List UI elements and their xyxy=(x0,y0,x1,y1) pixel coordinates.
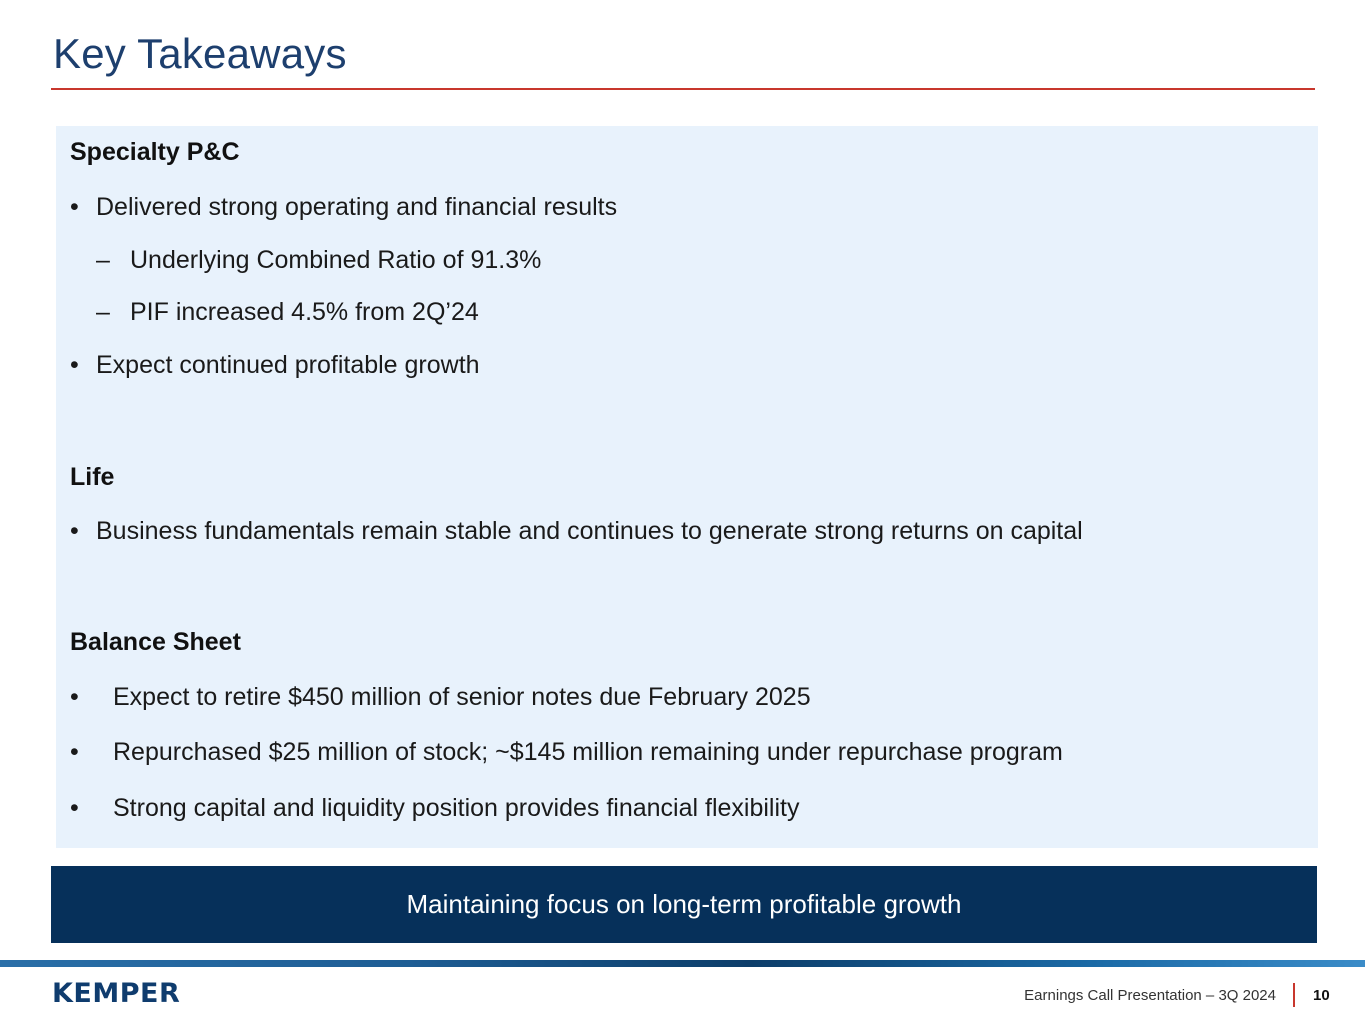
bullet-marker: • xyxy=(70,683,79,711)
slide-title: Key Takeaways xyxy=(53,30,347,77)
specialty-sub-1: Underlying Combined Ratio of 91.3% xyxy=(130,246,542,274)
specialty-bullet-2: Expect continued profitable growth xyxy=(96,351,480,379)
dash-marker: – xyxy=(96,298,110,326)
footer-band xyxy=(0,960,1365,967)
balance-bullet-2: Repurchased $25 million of stock; ~$145 million remaining under repurchase program xyxy=(113,738,1063,766)
section-heading-specialty: Specialty P&C xyxy=(70,138,240,166)
kemper-logo-text: KEMPER xyxy=(52,978,181,1009)
specialty-sub-2: PIF increased 4.5% from 2Q’24 xyxy=(130,298,479,326)
focus-banner xyxy=(51,866,1317,943)
footer-caption: Earnings Call Presentation – 3Q 2024 xyxy=(1024,987,1276,1004)
dash-marker: – xyxy=(96,246,110,274)
page-number: 10 xyxy=(1313,987,1330,1004)
bullet-marker: • xyxy=(70,351,79,379)
section-heading-life: Life xyxy=(70,463,115,491)
kemper-logo xyxy=(52,980,180,1007)
title-divider xyxy=(51,88,1315,90)
specialty-bullet-1: Delivered strong operating and financial results xyxy=(96,193,618,221)
bullet-marker: • xyxy=(70,794,79,822)
bullet-marker: • xyxy=(70,193,79,221)
focus-banner-text: Maintaining focus on long-term profitable growth xyxy=(406,889,962,919)
balance-bullet-3: Strong capital and liquidity position provides financial flexibility xyxy=(113,794,800,822)
footer-divider xyxy=(1293,983,1295,1007)
balance-bullet-1: Expect to retire $450 million of senior notes due February 2025 xyxy=(113,683,811,711)
life-bullet-1: Business fundamentals remain stable and continues to generate strong returns on capital xyxy=(96,517,1083,545)
bullet-marker: • xyxy=(70,738,79,766)
bullet-marker: • xyxy=(70,517,79,545)
section-heading-balance-sheet: Balance Sheet xyxy=(70,628,241,656)
